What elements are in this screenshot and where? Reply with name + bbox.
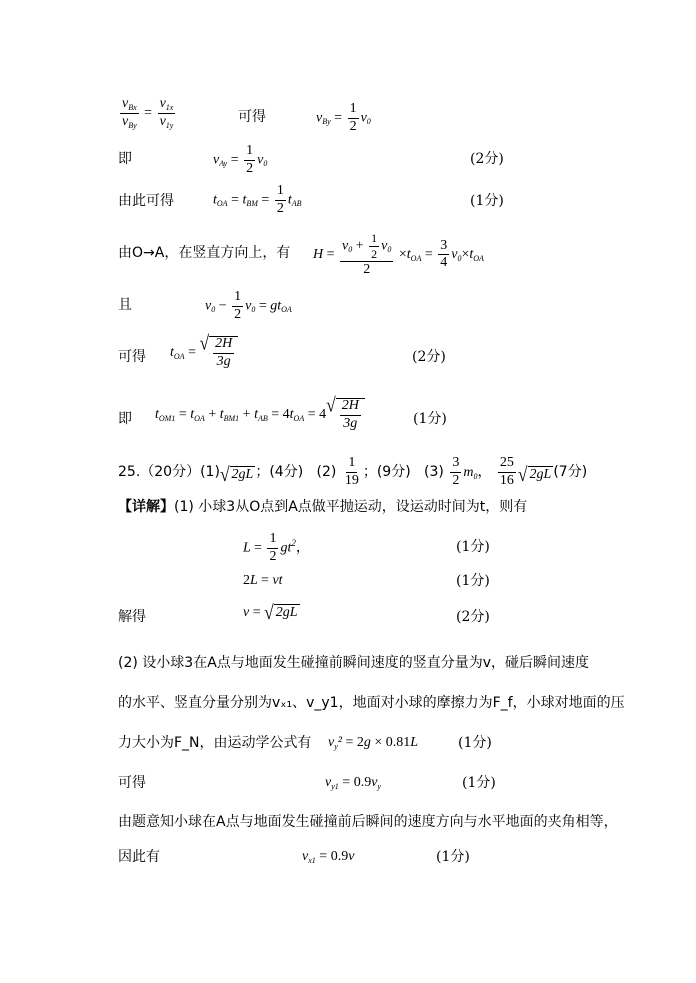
q25-part3b-num: 25 <box>498 456 516 473</box>
toa-equation: $t_{OA}$ = √ $\frac{2H}{3g}$ <box>170 336 238 369</box>
line2-label: 即 <box>118 151 132 167</box>
p2-line-a: (2) 设小球3在A点与地面发生碰撞前瞬间速度的竖直分量为v，碰后瞬间速度 <box>118 655 590 671</box>
q25-part1: (1) <box>200 464 220 481</box>
vx1-equation: $v_{x1} = 0.9v$ <box>302 849 355 865</box>
ratio-equation: $\frac{v_{Bx}}{v_{By}}$ = $\frac{v_{1x}}{v_{1y}}$ <box>122 96 174 130</box>
total-time-equation: $t_{OM1} = t_{OA} + t_{BM1} + t_{AB} = 4t_{OA} = 4$ √ $\frac{2H}{3g}$ <box>155 398 365 431</box>
q25-part2-sep: ；(9分) <box>362 464 411 481</box>
e1-score: (1分) <box>456 539 490 555</box>
time-equality: $t_{OA} = t_{BM}$ = $\frac{1}{2}$ $t_{AB}$ <box>213 183 302 216</box>
detail-intro-text: (1) 小球3从O点到A点做平抛运动，设运动时间为t，则有 <box>174 499 528 515</box>
velocity-gravity-equation: $v_0$ − $\frac{1}{2}$ $v_0 = gt_{OA}$ <box>205 289 292 322</box>
e5-score: (1分) <box>462 775 496 791</box>
q25-part3-den: 2 <box>452 472 460 488</box>
q25-answer-line: 25.（20分）(1) √ 2gL ；(4分) (2) $\frac{1}{19}$ ；(9分) (3) $\frac{3}{2}$ $m_0$， $\frac{25}{16}$ √ 2gL (7分) <box>118 455 588 488</box>
p2-line-e: 因此有 <box>118 849 160 865</box>
p2-line-b: 的水平、竖直分量分别为vₓ₁、v_y1，地面对小球的摩擦力为F_f，小球对地面的压 <box>118 695 625 711</box>
q25-part2: (2) <box>316 464 337 481</box>
q25-part3-sep: ， <box>477 464 492 481</box>
detail-tag: 【详解】 <box>118 499 174 515</box>
e2-score: (1分) <box>456 573 490 589</box>
detail-intro <box>118 500 527 514</box>
p2-line-c: 力大小为F_N，由运动学公式有 <box>118 735 312 751</box>
solve-label: 解得 <box>118 609 146 625</box>
q25-head: 25.（20分） <box>118 464 201 481</box>
height-equation: H = $v_0$ + $\frac{1}{2}$ $v_0$ 2 $\times t_{OA}$ = $\frac{3}{4}$ $v_0\times t_{OA}$ <box>313 231 484 278</box>
horizontal-equation: 2L = vt <box>243 573 283 588</box>
q25-part3: (3) <box>424 464 444 481</box>
line6-score: (2分) <box>412 349 446 365</box>
velocity-result: v = √ 2gL <box>243 600 298 624</box>
e6-score: (1分) <box>436 849 470 865</box>
q25-part2-num: 1 <box>346 456 357 473</box>
q25-part3-score: (7分) <box>553 464 588 481</box>
q25-part1-sep: ；(4分) <box>255 464 304 481</box>
line3-score: (1分) <box>470 193 504 209</box>
vby-equation: $v_{By}$ = $\frac{1}{2}$ $v_0$ <box>316 101 371 134</box>
p2-line-d: 由题意知小球在A点与地面发生碰撞前后瞬间的速度方向与水平地面的夹角相等， <box>118 814 618 830</box>
line1-label: 可得 <box>238 109 266 125</box>
line4-text: 由O→A，在竖直方向上，有 <box>118 245 291 261</box>
fall-equation: L = $\frac{1}{2}$ $gt^2$， <box>243 531 310 564</box>
line7-label: 即 <box>118 411 132 427</box>
vay-equation: $v_{Ay}$ = $\frac{1}{2}$ $v_0$ <box>213 143 268 176</box>
line7-score: (1分) <box>413 411 447 427</box>
q25-part3-num: 3 <box>450 456 461 473</box>
vy1-equation: $v_{y1} = 0.9v_y$ <box>325 775 381 791</box>
e5-label: 可得 <box>118 775 146 791</box>
e4-score: (1分) <box>458 735 492 751</box>
kinematic-equation: $v_y^2 = 2g \times 0.81L$ <box>328 735 419 751</box>
line5-label: 且 <box>118 297 132 313</box>
e3-score: (2分) <box>456 609 490 625</box>
line2-score: (2分) <box>470 151 504 167</box>
line6-label: 可得 <box>118 349 146 365</box>
q25-part2-den: 19 <box>344 472 359 488</box>
q25-part3b-den: 16 <box>499 472 514 488</box>
line3-label: 由此可得 <box>118 193 174 209</box>
